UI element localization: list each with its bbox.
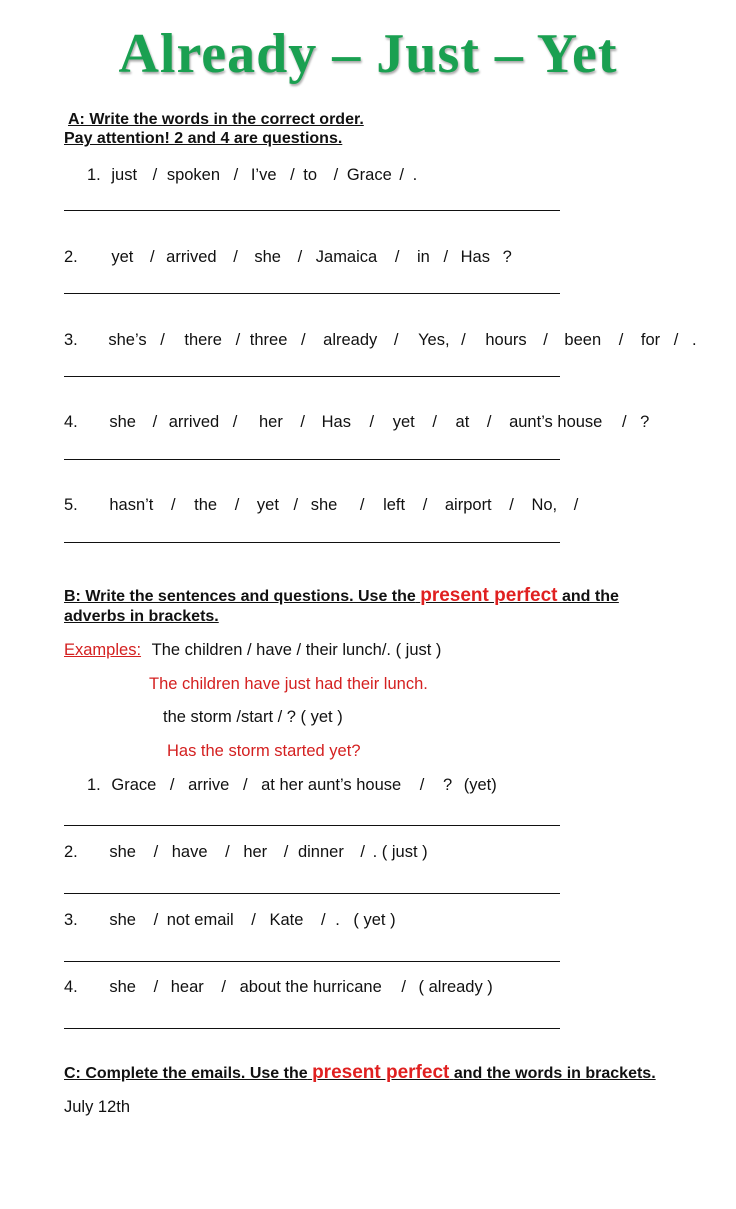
- heading-text: and the words in brackets.: [453, 1065, 656, 1082]
- word: Kate: [269, 911, 304, 929]
- word: Yes,: [418, 331, 450, 349]
- word: Grace: [346, 166, 392, 184]
- example-2-answer: Has the storm started yet?: [167, 742, 361, 760]
- word: have: [171, 843, 208, 861]
- word: just: [111, 166, 138, 184]
- answer-line[interactable]: [64, 1028, 560, 1029]
- answer-line[interactable]: [64, 893, 560, 894]
- separator: /: [233, 166, 239, 184]
- word: in: [417, 248, 430, 266]
- separator: /: [160, 331, 165, 349]
- item-number: 5.: [64, 496, 78, 514]
- separator: /: [486, 413, 492, 431]
- separator: /: [618, 331, 624, 349]
- separator: /: [232, 413, 238, 431]
- separator: /: [297, 248, 303, 266]
- separator: /: [235, 331, 241, 349]
- separator: /: [149, 248, 155, 266]
- word: there: [184, 331, 222, 349]
- separator: /: [234, 496, 240, 514]
- a-item-4: [64, 412, 649, 432]
- separator: /: [419, 776, 425, 794]
- word: her: [243, 843, 268, 861]
- punct: ?: [442, 776, 453, 794]
- word: not email: [166, 911, 234, 929]
- answer-line[interactable]: [64, 376, 560, 377]
- punct: .: [335, 911, 340, 929]
- answer-line[interactable]: [64, 210, 560, 211]
- word: hear: [170, 978, 204, 996]
- separator: /: [152, 166, 158, 184]
- punct: .: [691, 331, 697, 349]
- separator: /: [394, 248, 400, 266]
- word: Grace: [111, 776, 157, 794]
- separator: /: [170, 496, 176, 514]
- item-number: 2.: [64, 248, 78, 266]
- b-item-3: [64, 910, 396, 930]
- heading-text: B: Write the sentences and questions. Use the: [64, 588, 416, 605]
- word: Has: [460, 248, 490, 266]
- present-perfect-highlight: present perfect: [312, 1062, 450, 1083]
- word: Jamaica: [315, 248, 378, 266]
- example-1-answer: The children have just had their lunch.: [149, 675, 428, 693]
- separator: /: [359, 496, 365, 514]
- item-number: 1.: [87, 166, 101, 184]
- separator: /: [621, 413, 627, 431]
- examples-row: [64, 640, 441, 660]
- item-number: 4.: [64, 413, 78, 431]
- separator: /: [509, 496, 514, 514]
- separator: /: [283, 843, 289, 861]
- separator: /: [221, 978, 226, 996]
- a-item-5: [64, 495, 578, 515]
- separator: /: [573, 496, 579, 514]
- adverb: ( yet ): [353, 911, 396, 929]
- example-2-prompt: the storm /start / ? ( yet ): [163, 708, 343, 726]
- separator: /: [673, 331, 679, 349]
- separator: /: [152, 413, 158, 431]
- separator: /: [369, 413, 375, 431]
- word: No,: [531, 496, 558, 514]
- section-c-heading: [64, 1063, 656, 1084]
- word: the: [194, 496, 218, 514]
- email-date: July 12th: [64, 1098, 131, 1116]
- adverb: ( already ): [418, 978, 493, 996]
- separator: /: [153, 843, 159, 861]
- b-item-4: [64, 977, 493, 997]
- word: arrived: [166, 248, 217, 266]
- word: arrive: [188, 776, 230, 794]
- word: arrived: [168, 413, 220, 431]
- word: Has: [321, 413, 351, 431]
- item-number: 3.: [64, 911, 78, 929]
- example-1-prompt: The children / have / their lunch/. ( just ): [151, 641, 442, 659]
- separator: /: [321, 911, 326, 929]
- separator: /: [300, 331, 306, 349]
- a-item-1: [87, 165, 417, 185]
- item-number: 2.: [64, 843, 78, 861]
- separator: /: [399, 166, 404, 184]
- adverb: . ( just ): [372, 843, 428, 861]
- b-item-1: [87, 775, 497, 795]
- separator: /: [153, 911, 159, 929]
- word: at her aunt’s house: [261, 776, 402, 794]
- section-a-heading-line2: Pay attention! 2 and 4 are questions.: [64, 130, 343, 147]
- separator: /: [432, 413, 437, 431]
- word: she’s: [108, 331, 147, 349]
- word: hours: [485, 331, 527, 349]
- separator: /: [333, 166, 339, 184]
- word: yet: [256, 496, 279, 514]
- word: hasn’t: [109, 496, 154, 514]
- separator: /: [153, 978, 159, 996]
- word: at: [455, 413, 470, 431]
- a-item-3: [64, 330, 697, 350]
- item-number: 4.: [64, 978, 78, 996]
- separator: /: [233, 248, 238, 266]
- word: yet: [392, 413, 415, 431]
- separator: /: [543, 331, 548, 349]
- word: been: [564, 331, 602, 349]
- separator: /: [360, 843, 366, 861]
- separator: /: [225, 843, 230, 861]
- punct: ?: [640, 413, 650, 431]
- word: dinner: [297, 843, 344, 861]
- word: left: [383, 496, 406, 514]
- answer-line[interactable]: [64, 293, 560, 294]
- a-item-2: [64, 247, 512, 267]
- word: she: [109, 413, 136, 431]
- separator: /: [422, 496, 428, 514]
- answer-line[interactable]: [64, 542, 560, 543]
- section-b-heading-line2: adverbs in brackets.: [64, 608, 219, 625]
- section-b-heading-line1: [64, 586, 619, 607]
- separator: /: [393, 331, 399, 349]
- word: spoken: [166, 166, 221, 184]
- answer-line[interactable]: [64, 459, 560, 460]
- item-number: 1.: [87, 776, 101, 794]
- examples-label: Examples:: [64, 641, 142, 659]
- separator: /: [401, 978, 406, 996]
- word: three: [249, 331, 288, 349]
- b-item-2: [64, 842, 428, 862]
- word: I’ve: [250, 166, 277, 184]
- answer-line[interactable]: [64, 961, 560, 962]
- separator: /: [169, 776, 175, 794]
- word: to: [303, 166, 318, 184]
- punct: ?: [502, 248, 512, 266]
- word: she: [254, 248, 281, 266]
- word: she: [109, 911, 136, 929]
- heading-text: C: Complete the emails. Use the: [64, 1065, 308, 1082]
- word: aunt’s house: [509, 413, 603, 431]
- heading-text: and the: [561, 588, 619, 605]
- separator: /: [293, 496, 299, 514]
- word: her: [258, 413, 283, 431]
- answer-line[interactable]: [64, 825, 560, 826]
- separator: /: [290, 166, 295, 184]
- item-number: 3.: [64, 331, 78, 349]
- word: for: [640, 331, 661, 349]
- separator: /: [242, 776, 248, 794]
- word: she: [109, 978, 136, 996]
- word: she: [109, 843, 136, 861]
- present-perfect-highlight: present perfect: [420, 585, 558, 606]
- adverb: (yet): [463, 776, 497, 794]
- separator: /: [300, 413, 306, 431]
- separator: /: [251, 911, 256, 929]
- separator: /: [443, 248, 449, 266]
- word: she: [310, 496, 338, 514]
- word: already: [323, 331, 378, 349]
- word: airport: [444, 496, 492, 514]
- word: yet: [111, 248, 134, 266]
- worksheet-title: Already – Just – Yet: [118, 23, 618, 85]
- punct: .: [412, 166, 418, 184]
- section-a-heading-line1: A: Write the words in the correct order.: [68, 111, 364, 128]
- separator: /: [461, 331, 466, 349]
- word: about the hurricane: [239, 978, 382, 996]
